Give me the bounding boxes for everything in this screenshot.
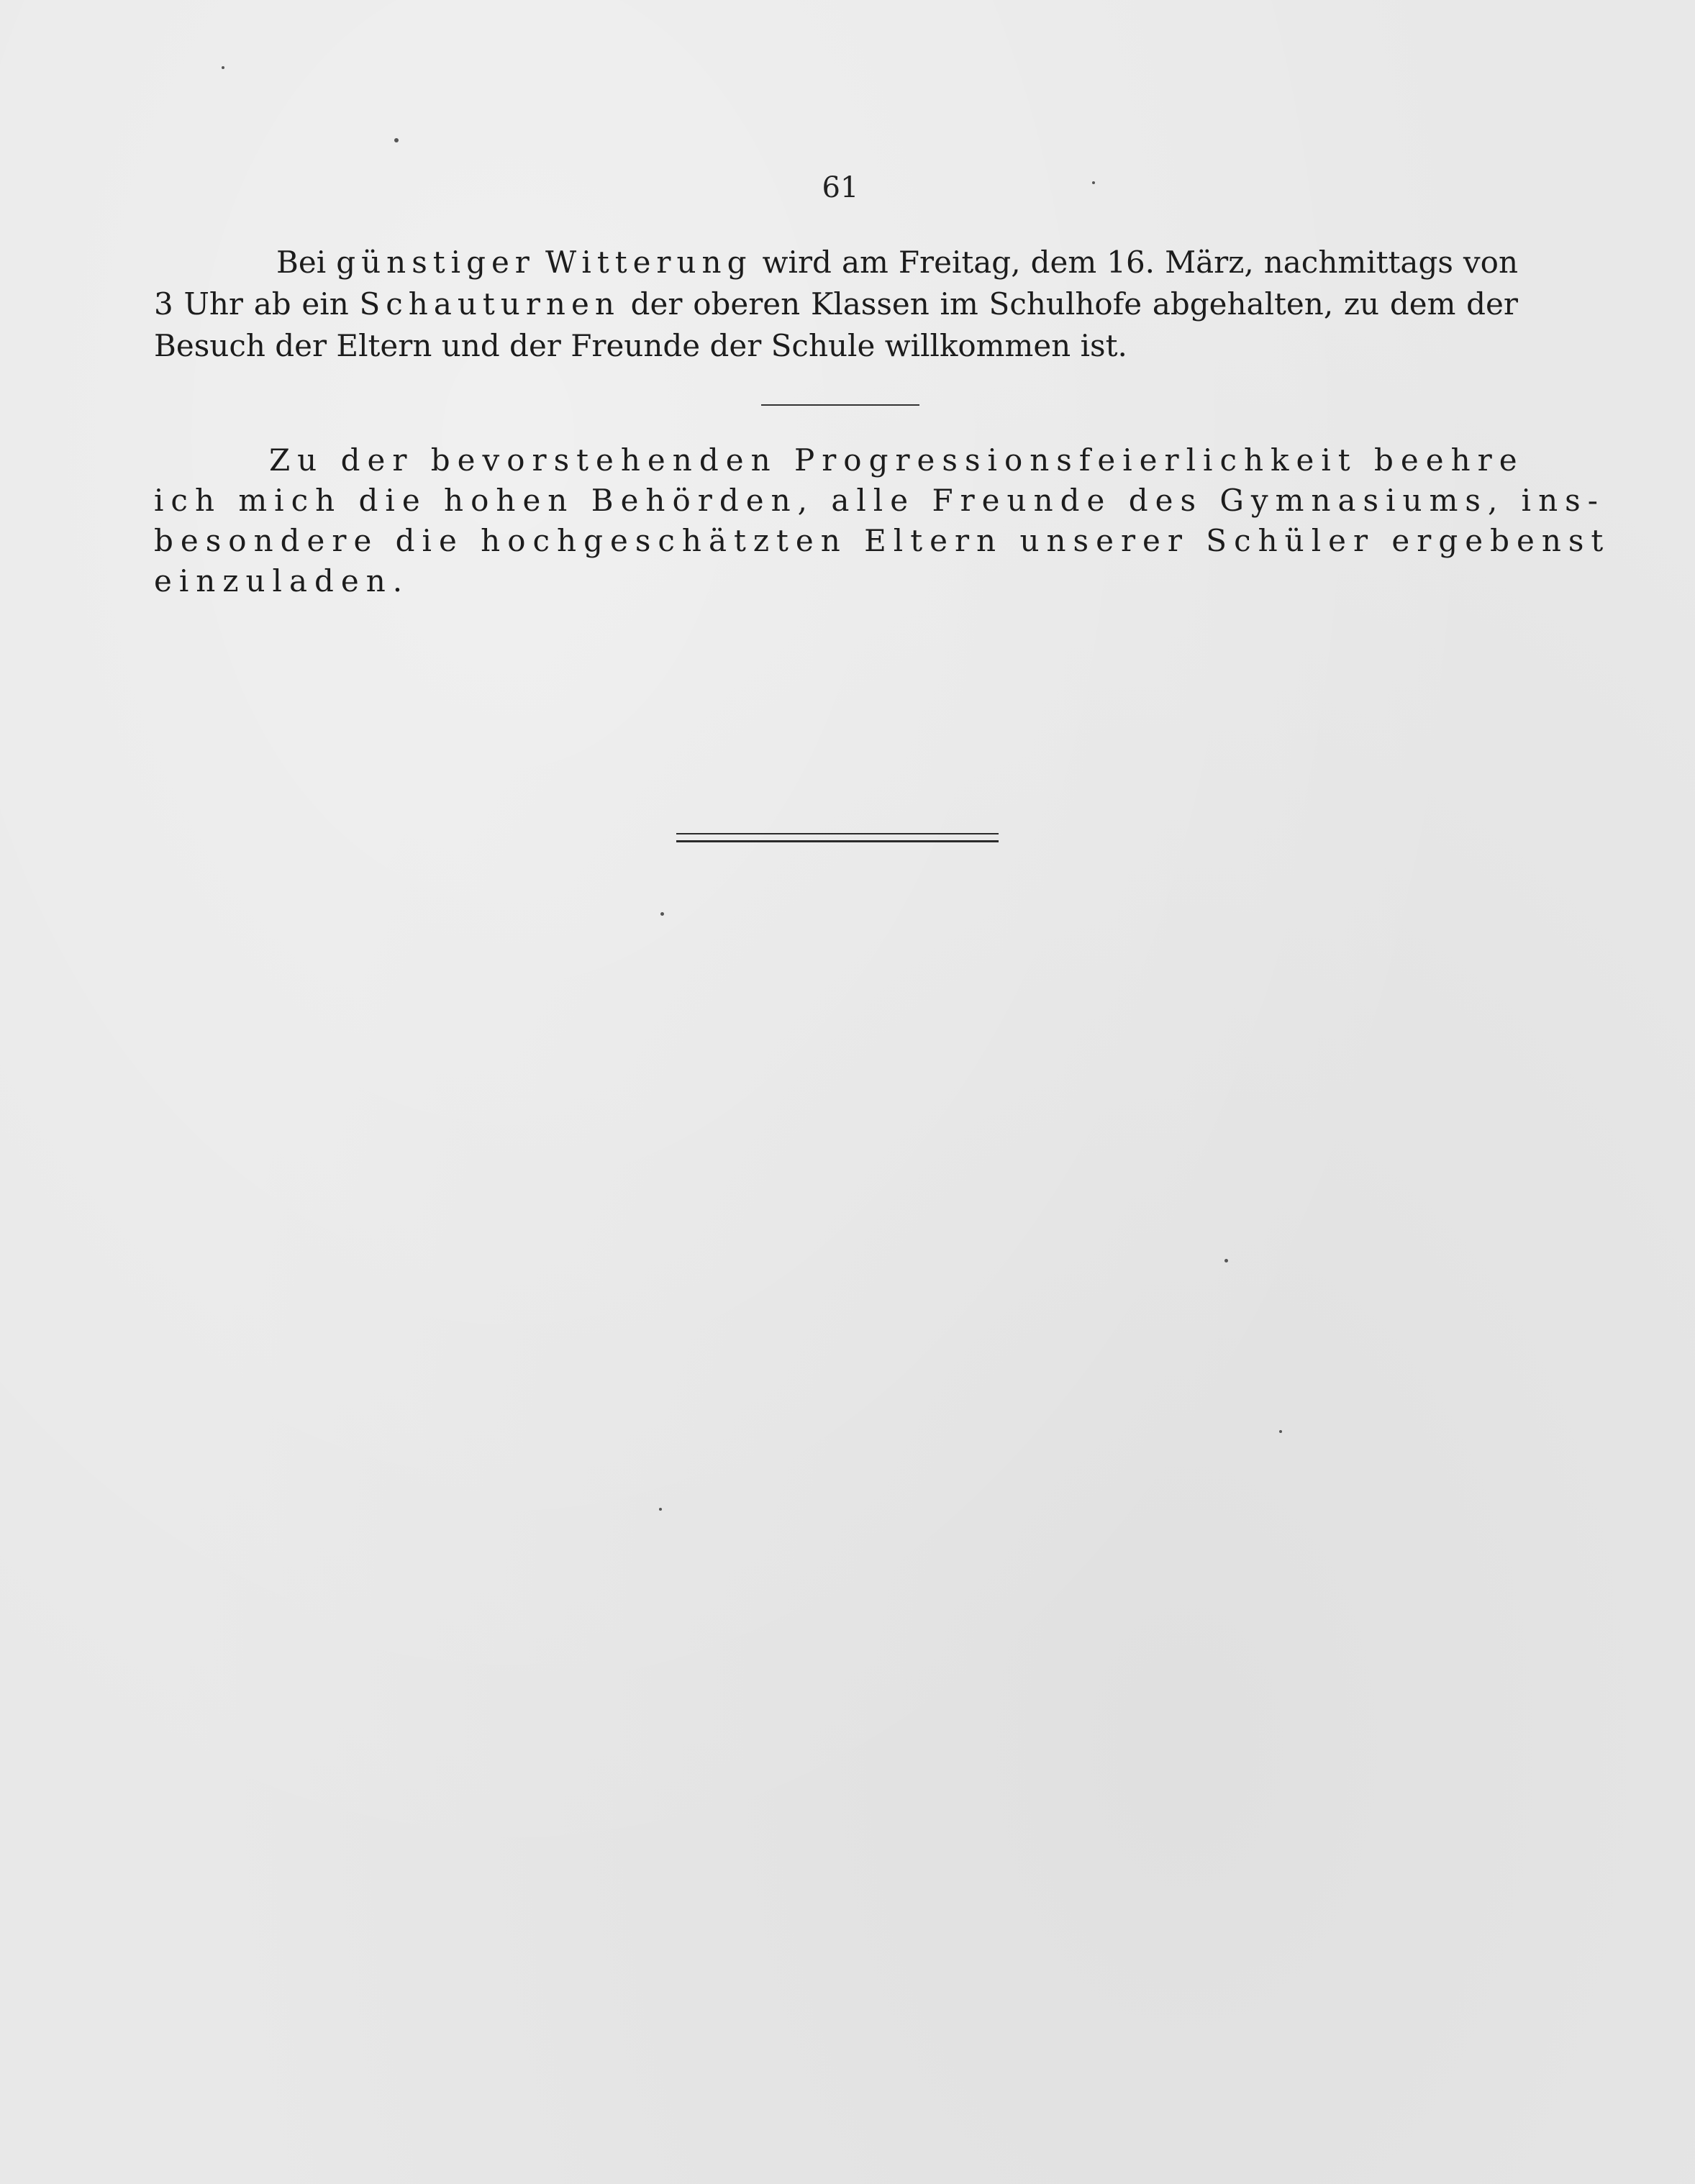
paper-speck bbox=[394, 138, 399, 142]
end-rule bbox=[676, 833, 999, 842]
section-divider bbox=[761, 404, 919, 406]
page-number: 61 bbox=[822, 171, 859, 204]
text-line: einzuladen. bbox=[154, 563, 410, 599]
spaced-word: günstiger bbox=[336, 245, 535, 280]
paper-speck bbox=[659, 1508, 662, 1511]
spaced-word: Schauturnen bbox=[359, 286, 620, 322]
text-line: Besuch der Eltern und der Freunde der Schule willkommen ist. bbox=[154, 328, 1127, 363]
paper-speck bbox=[660, 912, 664, 916]
text-line: 3 Uhr ab ein Schauturnen der oberen Klassen im Schulhofe abgehalten, zu dem der bbox=[154, 286, 1518, 322]
paragraph-schauturnen bbox=[154, 242, 1518, 367]
text-line: besondere die hochgeschätzten Eltern unserer Schüler ergebenst bbox=[154, 523, 1611, 558]
paper-speck bbox=[1224, 1259, 1228, 1262]
paper-speck bbox=[1279, 1430, 1282, 1433]
paper-speck bbox=[1092, 181, 1095, 184]
spaced-word: Witterung bbox=[545, 245, 753, 280]
paragraph-invitation bbox=[154, 440, 1611, 601]
text-line: Zu der bevorstehenden Progressionsfeierlichkeit beehre bbox=[269, 442, 1524, 478]
text-line: Bei günstiger Witterung wird am Freitag, dem 16. März, nachmittags von bbox=[276, 245, 1518, 280]
paper-speck bbox=[222, 66, 224, 69]
text-line: ich mich die hohen Behörden, alle Freunde des Gymnasiums, ins- bbox=[154, 483, 1605, 518]
